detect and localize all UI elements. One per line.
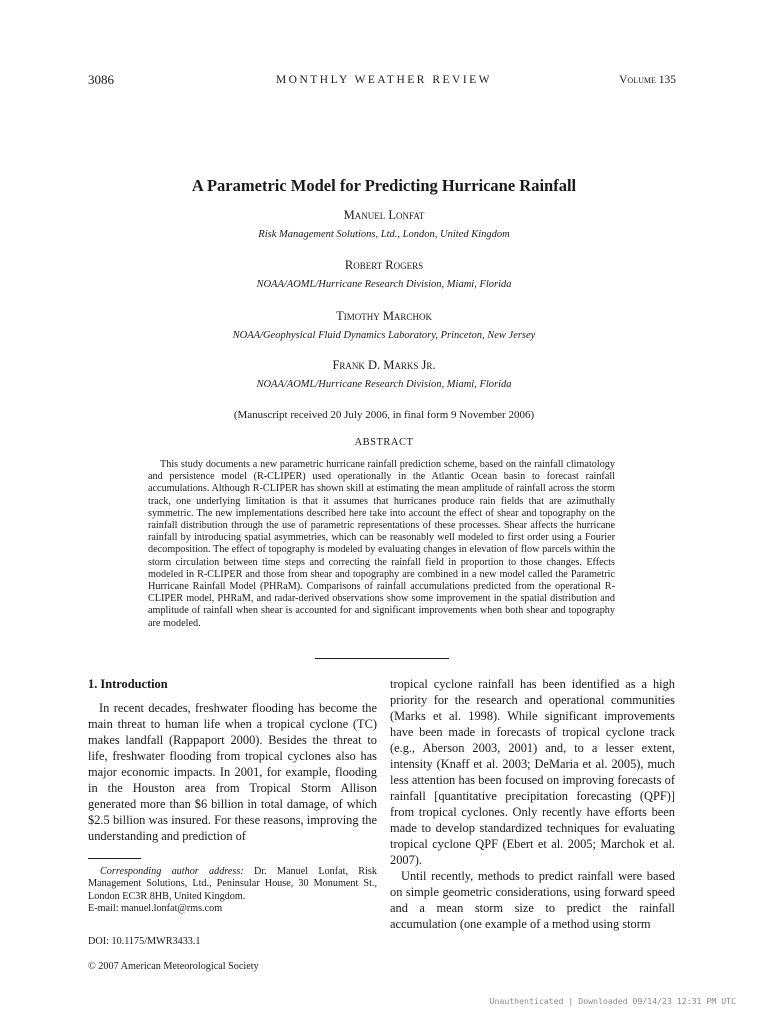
manuscript-dates: (Manuscript received 20 July 2006, in final form 9 November 2006) (233, 409, 535, 421)
journal-name: MONTHLY WEATHER REVIEW (275, 74, 493, 86)
abstract-divider (315, 658, 449, 659)
footnote-label: Corresponding author address: (100, 866, 244, 877)
footnote-email: E-mail: manuel.lonfat@rms.com (88, 903, 223, 915)
body-paragraph: Until recently, methods to predict rainfall were based on simple geometric considerations, using forward speed and a mean storm size to predict the rainfall accumulation (one example of a method using storm (390, 869, 675, 931)
copyright: © 2007 American Meteorological Society (88, 961, 259, 972)
right-column (390, 676, 675, 932)
body-paragraph: In recent decades, freshwater flooding has become the main threat to human life when a tropical cyclone (TC) makes landfall (Rappaport 2000). Besides the threat to life, freshwater flooding from tropical cyclones also has major economic impacts. In 2001, for example, flooding in the Houston area from Tropical Storm Allison generated more than $6 billion in total damage, of which $2.5 billion was insured. For these reasons, improving the understanding and prediction of (88, 701, 377, 843)
abstract-text: This study documents a new parametric hurricane rainfall prediction scheme, based on the rainfall climatology and persistence model (R-CLIPER) used operationally in the Atlantic Ocean basin to forecast rainfall accumulations. Although R-CLIPER has shown skill at estimating the mean amplitude of rainfall across the storm track, one underlying limitation is that it assumes that hurricanes produce rain fields that are azimuthally symmetric. The new implementations described here take into account the effect of shear and topography on the rainfall distribution through the use of parametric representations of these processes. Shear affects the hurricane rainfall by introducing spatial asymmetries, which can be reasonably well modeled to first order using a Fourier decomposition. The effect of topography is modeled by evaluating changes in elevation of flow parcels within the storm circulation between time steps and correcting the rainfall field in proportion to those changes. Effects modeled in R-CLIPER and those from shear and topography are combined in a new model called the Parametric Hurricane Rainfall Model (PHRaM). Comparisons of rainfall accumulations predicted from the operational R-CLIPER model, PHRaM, and radar-derived observations show some improvement in the spatial distribution and amplitude of rainfall when shear is accounted for and significant improvements when both shear and topography are modeled. (148, 459, 615, 629)
author-name: Manuel Lonfat (343, 208, 425, 222)
page-number: 3086 (88, 72, 114, 87)
section-heading: 1. Introduction (88, 677, 168, 691)
body-paragraph: tropical cyclone rainfall has been identified as a high priority for the research and operational communities (Marks et al. 1998). While significant improvements have been made in forecasts of tropical cyclone track (e.g., Aberson 2003, 2001) and, to a lesser extent, intensity (Knaff et al. 2003; DeMaria et al. 2005), much less attention has been focused on improving forecasts of rainfall [quantitative precipitation forecasting (QPF)] from tropical cyclones. Only recently have efforts been made to develop standardized techniques for evaluating tropical cyclone QPF (Ebert et al. 2005; Marchok et al. 2007). (390, 677, 675, 867)
download-notice: Unauthenticated | Downloaded 09/14/23 12:31 PM UTC (489, 996, 736, 1006)
paper-title: A Parametric Model for Predicting Hurricane Rainfall (191, 176, 577, 195)
author-affiliation: NOAA/AOML/Hurricane Research Division, Miami, Florida (256, 379, 512, 390)
author-affiliation: NOAA/AOML/Hurricane Research Division, Miami, Florida (256, 279, 512, 290)
abstract-heading: ABSTRACT (354, 437, 414, 448)
doi: DOI: 10.1175/MWR3433.1 (88, 936, 201, 947)
left-column (88, 676, 377, 844)
footnote (88, 866, 377, 916)
author-name: Robert Rogers (344, 258, 424, 272)
author-name: Timothy Marchok (336, 309, 432, 323)
author-name: Frank D. Marks Jr. (332, 358, 436, 372)
author-affiliation: Risk Management Solutions, Ltd., London, United Kingdom (258, 229, 510, 240)
footnote-divider (88, 858, 141, 859)
author-affiliation: NOAA/Geophysical Fluid Dynamics Laboratory, Princeton, New Jersey (232, 330, 536, 341)
volume-label: Volume 135 (619, 74, 676, 86)
footnote-address: Dr. Manuel Lonfat, Risk Management Solutions, Ltd., Peninsular House, 30 Monument St., London EC3R 8HB, United Kingdom. (88, 866, 377, 902)
